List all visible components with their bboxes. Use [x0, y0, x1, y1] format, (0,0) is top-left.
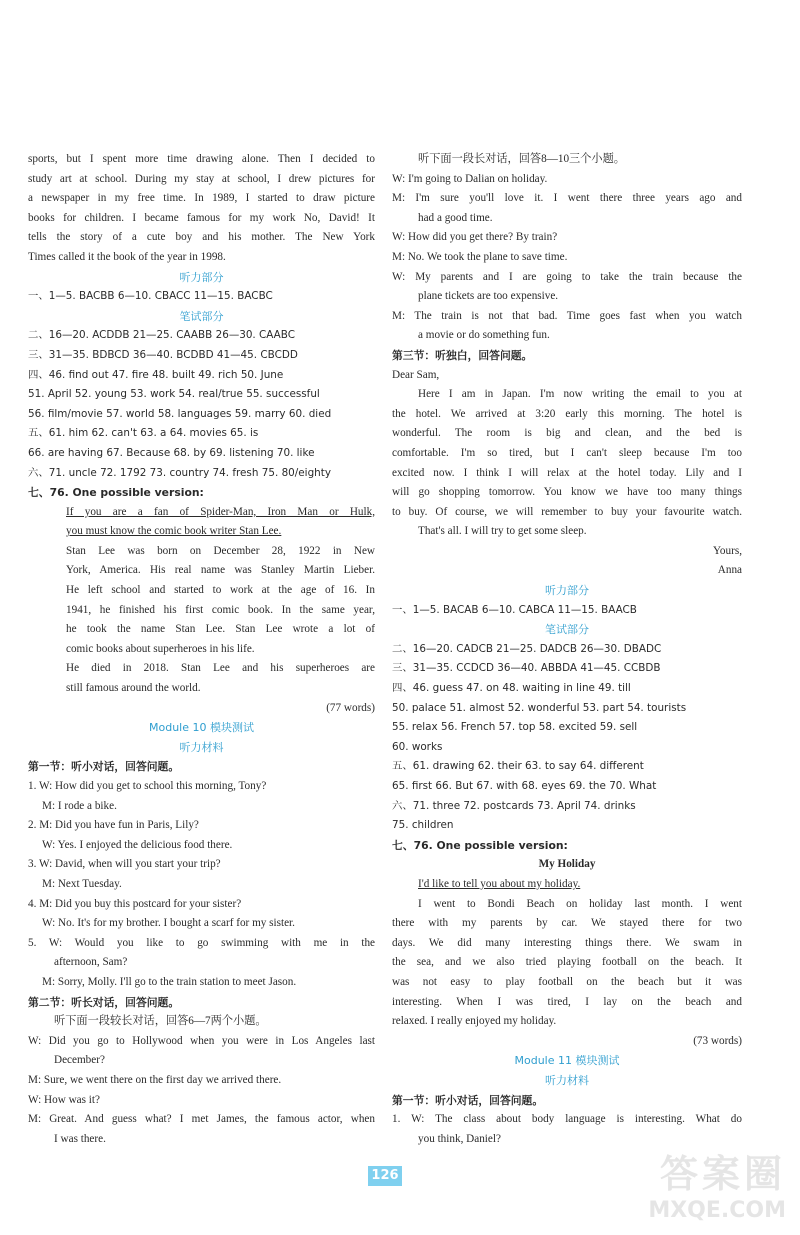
text-line: 75. children	[392, 819, 454, 832]
text-line: Module 11 模块测试	[514, 1054, 620, 1068]
text-line: My Holiday	[538, 858, 596, 871]
text-line: interesting. When I was tired, I lay on the beach and	[392, 995, 742, 1008]
text-line: W: How was it?	[28, 1093, 100, 1106]
text-line: comfortable. I'm so tired, but I can't sleep because I'm too	[392, 446, 742, 459]
text-line: M: Sure, we went there on the first day we arrived there.	[28, 1073, 282, 1086]
text-line: afternoon, Sam?	[54, 956, 128, 969]
text-line: will go shopping tomorrow. You know we have too many things	[392, 486, 742, 499]
text-line: 五、61. him 62. can't 63. a 64. movies 65. is	[28, 427, 259, 440]
text-line: He left school and started to work at the age of 16. In	[66, 584, 375, 597]
text-line: 听下面一段长对话，回答8—10三个小题。	[418, 153, 625, 165]
text-line: relaxed. I really enjoyed my holiday.	[392, 1015, 557, 1028]
text-line: 65. first 66. But 67. with 68. eyes 69. the 70. What	[392, 780, 657, 792]
text-line: Yours,	[712, 544, 742, 557]
text-line: 56. film/movie 57. world 58. languages 59. marry 60. died	[28, 407, 332, 420]
text-line: was not easy to play football on the beach but it was	[392, 975, 742, 988]
text-line: 四、46. guess 47. on 48. waiting in line 49. till	[392, 682, 631, 695]
text-line: That's all. I will try to get some sleep.	[418, 525, 587, 538]
text-line: study art at school. During my stay at school, I drew pictures for	[28, 172, 375, 185]
text-line: 听下面一段较长对话，回答6—7两个小题。	[54, 1015, 267, 1028]
text-line: 第一节：听小对话，回答问题。	[28, 760, 180, 774]
text-line: 60. works	[392, 740, 443, 753]
text-line: 听力部分	[545, 584, 589, 598]
text-line: Module 10 模块测试	[149, 721, 254, 735]
text-line: 3. W: David, when will you start your trip?	[28, 858, 221, 871]
text-line: W: How did you get there? By train?	[392, 231, 558, 244]
text-line: 三、31—35. BDBCD 36—40. BCDBD 41—45. CBCDD	[28, 348, 298, 361]
text-line: M: Next Tuesday.	[42, 877, 122, 890]
text-line: you think, Daniel?	[418, 1132, 501, 1145]
text-line: W: No. It's for my brother. I bought a scarf for my sister.	[42, 917, 295, 930]
text-line: 一、1—5. BACBB 6—10. CBACC 11—15. BACBC	[28, 290, 273, 303]
watermark-title: 答案圈	[659, 1152, 786, 1196]
text-line: 二、16—20. ACDDB 21—25. CAABB 26—30. CAABC	[28, 329, 295, 342]
text-line: to buy. Of course, we will remember to buy your favourite watch.	[392, 505, 742, 518]
text-line: 二、16—20. CADCB 21—25. DADCB 26—30. DBADC	[392, 642, 662, 655]
text-line: 七、76. One possible version:	[392, 838, 568, 852]
text-line: W: Did you go to Hollywood when you were in Los Angeles last	[28, 1034, 375, 1047]
text-line: 三、31—35. CCDCD 36—40. ABBDA 41—45. CCBDB	[392, 662, 661, 675]
text-line: M: Sorry, Molly. I'll go to the train station to meet Jason.	[42, 975, 297, 988]
text-line: M: No. We took the plane to save time.	[392, 250, 568, 263]
text-line: Stan Lee was born on December 28, 1922 in New	[66, 544, 375, 557]
text-line: 第三节：听独白，回答问题。	[392, 348, 533, 362]
text-line: 听力材料	[179, 740, 224, 754]
text-line: 第二节：听长对话，回答问题。	[28, 995, 180, 1009]
text-line: W: I'm going to Dalian on holiday.	[392, 172, 548, 185]
text-line: sports, but I spent more time drawing alone. Then I decided to	[28, 153, 375, 165]
text-line: 五、61. drawing 62. their 63. to say 64. different	[392, 760, 644, 773]
text-line: 4. M: Did you buy this postcard for your sister?	[28, 897, 242, 910]
text-line: I was there.	[54, 1132, 106, 1145]
left-column	[28, 150, 375, 1149]
text-line: Dear Sam,	[392, 368, 440, 381]
text-line: York, America. His real name was Stanley Martin Lieber.	[66, 564, 375, 577]
text-line: the sea, and we also tried playing football on the beach. It	[392, 956, 742, 969]
text-line: 六、71. uncle 72. 1792 73. country 74. fresh 75. 80/eighty	[28, 466, 331, 479]
text-line: He died in 2018. Stan Lee and his superheroes are	[66, 662, 375, 675]
text-line: If you are a fan of Spider-Man, Iron Man or Hulk,	[66, 505, 375, 518]
text-line: M: Great. And guess what? I met James, the famous actor, when	[28, 1113, 375, 1126]
text-line: 66. are having 67. Because 68. by 69. listening 70. like	[28, 446, 315, 459]
text-line: plane tickets are too expensive.	[418, 290, 559, 303]
text-line: books for children. I became famous for my work No, David! It	[28, 211, 375, 224]
text-line: 听力材料	[545, 1073, 589, 1087]
text-line: 1. W: How did you get to school this morning, Tony?	[28, 780, 267, 792]
text-line: 1. W: The class about body language is interesting. What do	[392, 1113, 742, 1126]
text-line: I went to Bondi Beach on holiday last month. I went	[418, 897, 742, 910]
text-line: 1941, he finished his first comic book. In the same year,	[66, 603, 375, 616]
text-line: 四、46. find out 47. fire 48. built 49. rich 50. June	[28, 368, 284, 381]
text-line: 听力部分	[179, 270, 224, 284]
text-line: the hotel. We arrived at 3:20 early this morning. The hotel is	[392, 407, 742, 420]
watermark-url: MXQE.COM	[648, 1198, 786, 1223]
text-line: 笔试部分	[545, 623, 589, 637]
text-line: Anna	[717, 564, 742, 577]
text-line: 一、1—5. BACAB 6—10. CABCA 11—15. BAACB	[392, 603, 637, 616]
text-line: Here I am in Japan. I'm now writing the email to you at	[418, 388, 742, 401]
text-line: 七、76. One possible version:	[28, 486, 204, 500]
text-line: 50. palace 51. almost 52. wonderful 53. part 54. tourists	[392, 701, 687, 714]
right-column	[392, 150, 742, 1149]
text-line: 2. M: Did you have fun in Paris, Lily?	[28, 819, 199, 832]
text-line: 55. relax 56. French 57. top 58. excited 59. sell	[392, 721, 638, 734]
text-line: M: I rode a bike.	[42, 799, 117, 812]
text-line: 六、71. three 72. postcards 73. April 74. drinks	[392, 799, 636, 812]
page-number: 126	[368, 1166, 402, 1186]
watermark-logo	[596, 1143, 786, 1223]
text-line: 笔试部分	[179, 309, 224, 323]
text-line: wonderful. The room is big and clean, and the bed is	[392, 427, 742, 440]
text-line: Times called it the book of the year in 1998.	[28, 250, 226, 263]
text-line: M: I'm sure you'll love it. I went there three years ago and	[392, 192, 742, 205]
text-line: I'd like to tell you about my holiday.	[418, 877, 581, 890]
text-line: W: My parents and I are going to take the train because the	[392, 270, 742, 283]
text-line: comic books about superheroes in his life.	[66, 642, 255, 655]
text-line: a movie or do something fun.	[418, 329, 550, 342]
text-line: 第一节：听小对话，回答问题。	[392, 1093, 544, 1107]
text-line: December?	[54, 1054, 105, 1067]
text-line: excited now. I think I will relax at the hotel today. Lily and I	[392, 466, 742, 479]
text-line: 5. W: Would you like to go swimming with me in the	[28, 936, 375, 949]
text-line: still famous around the world.	[66, 682, 201, 695]
text-line: M: The train is not that bad. Time goes fast when you watch	[392, 309, 742, 322]
text-line: tells the story of a cute boy and his mother. The New York	[28, 231, 375, 244]
text-line: you must know the comic book writer Stan Lee.	[66, 525, 282, 538]
text-line: days. We did many interesting things there. We swam in	[392, 936, 742, 949]
text-line: W: Yes. I enjoyed the delicious food there.	[42, 838, 233, 851]
text-line: a newspaper in my free time. In 1989, I started to draw picture	[28, 192, 375, 205]
text-line: (73 words)	[693, 1034, 742, 1047]
text-line: he took the name Stan Lee. Stan Lee wrote a lot of	[66, 623, 375, 636]
text-line: there with my parents by car. We stayed there for two	[392, 917, 742, 930]
text-line: 51. April 52. young 53. work 54. real/true 55. successful	[28, 388, 320, 401]
text-line: had a good time.	[418, 211, 493, 224]
text-line: (77 words)	[326, 701, 375, 714]
